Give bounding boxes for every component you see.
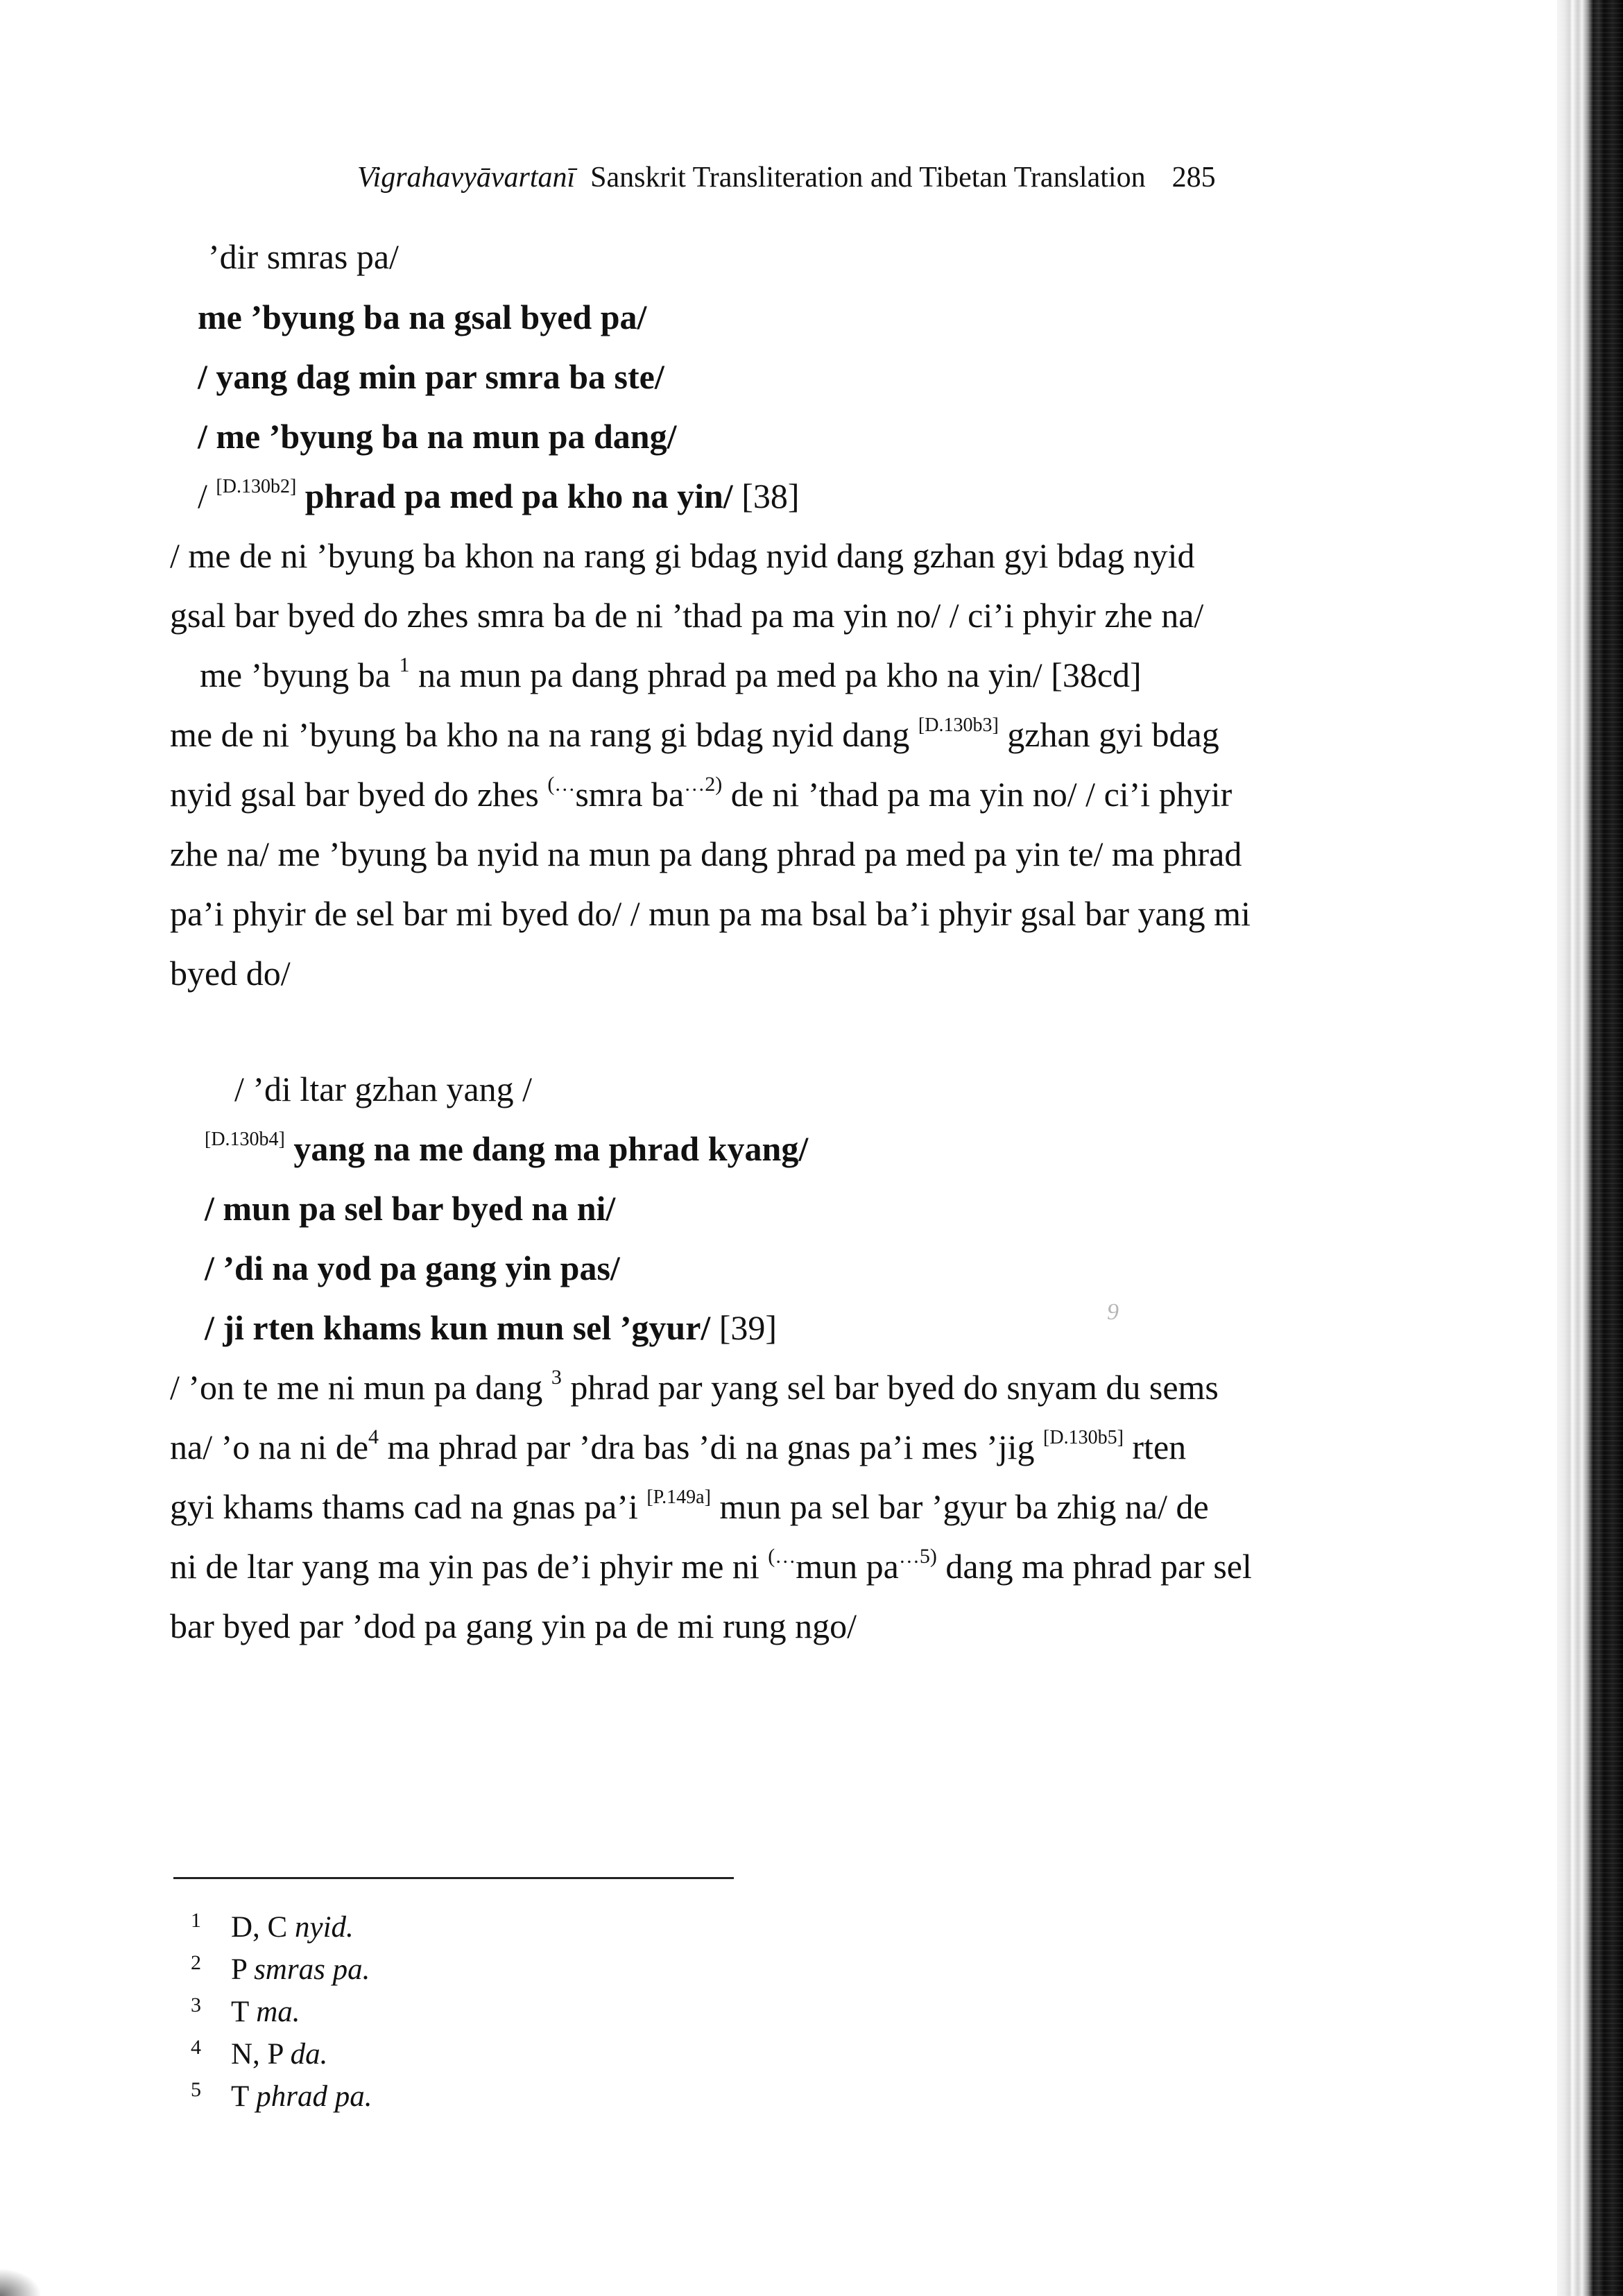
verse-line-8: / ji rten khams kun mun sel ’gyur/ [39] (205, 1308, 778, 1347)
prose-line-7: pa’i phyir de sel bar mi byed do/ / mun pa ma bsal ba’i phyir gsal bar yang mi (170, 894, 1251, 933)
folio-ref: [D.130b4] (205, 1129, 285, 1150)
pencil-mark: 9 (1107, 1299, 1119, 1325)
running-header (357, 161, 1216, 194)
prose-line-12: ni de ltar yang ma yin pas de’i phyir me ni (…mun $pa^{\dots 5)}$ dang ma phrad par sel (170, 1545, 1252, 1586)
prose-line-10: na/ ’o na ni $de^4$ ma phrad par ’dra bas ’di na gnas pa’i mes ’jig [D.130b5] rten (170, 1425, 1187, 1466)
footnote-marker: 1 (399, 653, 410, 676)
prose-line-9: / ’on te me ni mun pa dang $^3$ phrad par yang sel bar byed do snyam du sems (170, 1366, 1219, 1407)
variant-close-marker: …2) (684, 773, 723, 796)
verse-line-1: me ’byung ba na gsal byed pa/ (198, 298, 647, 336)
variant-open-marker: (… (547, 773, 576, 796)
prose-line-1: / me de ni ’byung ba khon na rang gi bdag nyid dang gzhan gyi bdag nyid (170, 536, 1195, 575)
prose-line-11: gyi khams thams cad na gnas pa’i [P.149a] mun pa sel bar ’gyur ba zhig na/ de (170, 1487, 1209, 1526)
prose-line-13: bar byed par ’dod pa gang yin pa de mi rung ngo/ (170, 1607, 857, 1645)
footnote: 3 T ma. (191, 1994, 300, 2028)
verse-line-4: / [D.130b2] phrad pa med pa kho na yin/ [38] (198, 476, 800, 515)
header-subtitle: Sanskrit Transliteration and Tibetan Translation (590, 162, 1146, 194)
prose-line-4: me de ni ’byung ba kho na na rang gi bdag nyid dang [D.130b3] gzhan gyi bdag (170, 714, 1219, 754)
footnote-divider (173, 1877, 734, 1879)
folio-ref: [D.130b5] (1043, 1427, 1124, 1448)
prose-line-2: gsal bar byed do zhes smra ba de ni ’thad pa ma yin no/ / ci’i phyir zhe na/ (170, 596, 1204, 635)
book-spine-texture (1557, 0, 1623, 2296)
footnote-marker: 4 (368, 1425, 379, 1448)
footnote: 4 N, P da. (191, 2036, 328, 2071)
prose-line-3: me ’byung ba $^1$ na mun pa dang phrad pa med pa kho na yin/ [38cd] (200, 653, 1142, 694)
variant-close-marker: …5) (898, 1545, 937, 1568)
footnote: 5 T phrad pa. (191, 2078, 372, 2113)
prose-line-6: zhe na/ me ’byung ba nyid na mun pa dang phrad pa med pa yin te/ ma phrad (170, 834, 1242, 873)
scan-corner-shadow (0, 2268, 42, 2296)
folio-ref: [D.130b2] (216, 476, 297, 497)
page-number: 285 (1171, 162, 1216, 194)
verse-line-7: / ’di na yod pa gang yin pas/ (205, 1249, 620, 1287)
footnote-marker: 3 (551, 1366, 562, 1389)
footnote: 1 D, C nyid. (191, 1909, 354, 1944)
prose-line-5: nyid gsal bar byed do zhes (…smra $ba^{\dots 2)}$ de ni ’thad pa ma yin no/ / ci’i phyir (170, 773, 1233, 814)
folio-ref: [D.130b3] (918, 714, 999, 736)
variant-open-marker: (… (768, 1545, 796, 1568)
text-line-1: ’dir smras pa/ (208, 237, 399, 276)
header-title: Vigrahavyāvartanī (357, 162, 576, 194)
verse-line-6: / mun pa sel bar byed na ni/ (205, 1189, 616, 1228)
verse-line-5: [D.130b4] yang na me dang ma phrad kyang/ (205, 1129, 809, 1168)
verse-line-3: / me ’byung ba na mun pa dang/ (198, 417, 677, 456)
prose-line-8: byed do/ (170, 954, 291, 993)
folio-ref: [P.149a] (646, 1487, 711, 1508)
footnote: 2 P smras pa. (191, 1951, 370, 1986)
text-line-2: / ’di ltar gzhan yang / (234, 1070, 533, 1108)
verse-line-2: / yang dag min par smra ba ste/ (198, 357, 664, 396)
